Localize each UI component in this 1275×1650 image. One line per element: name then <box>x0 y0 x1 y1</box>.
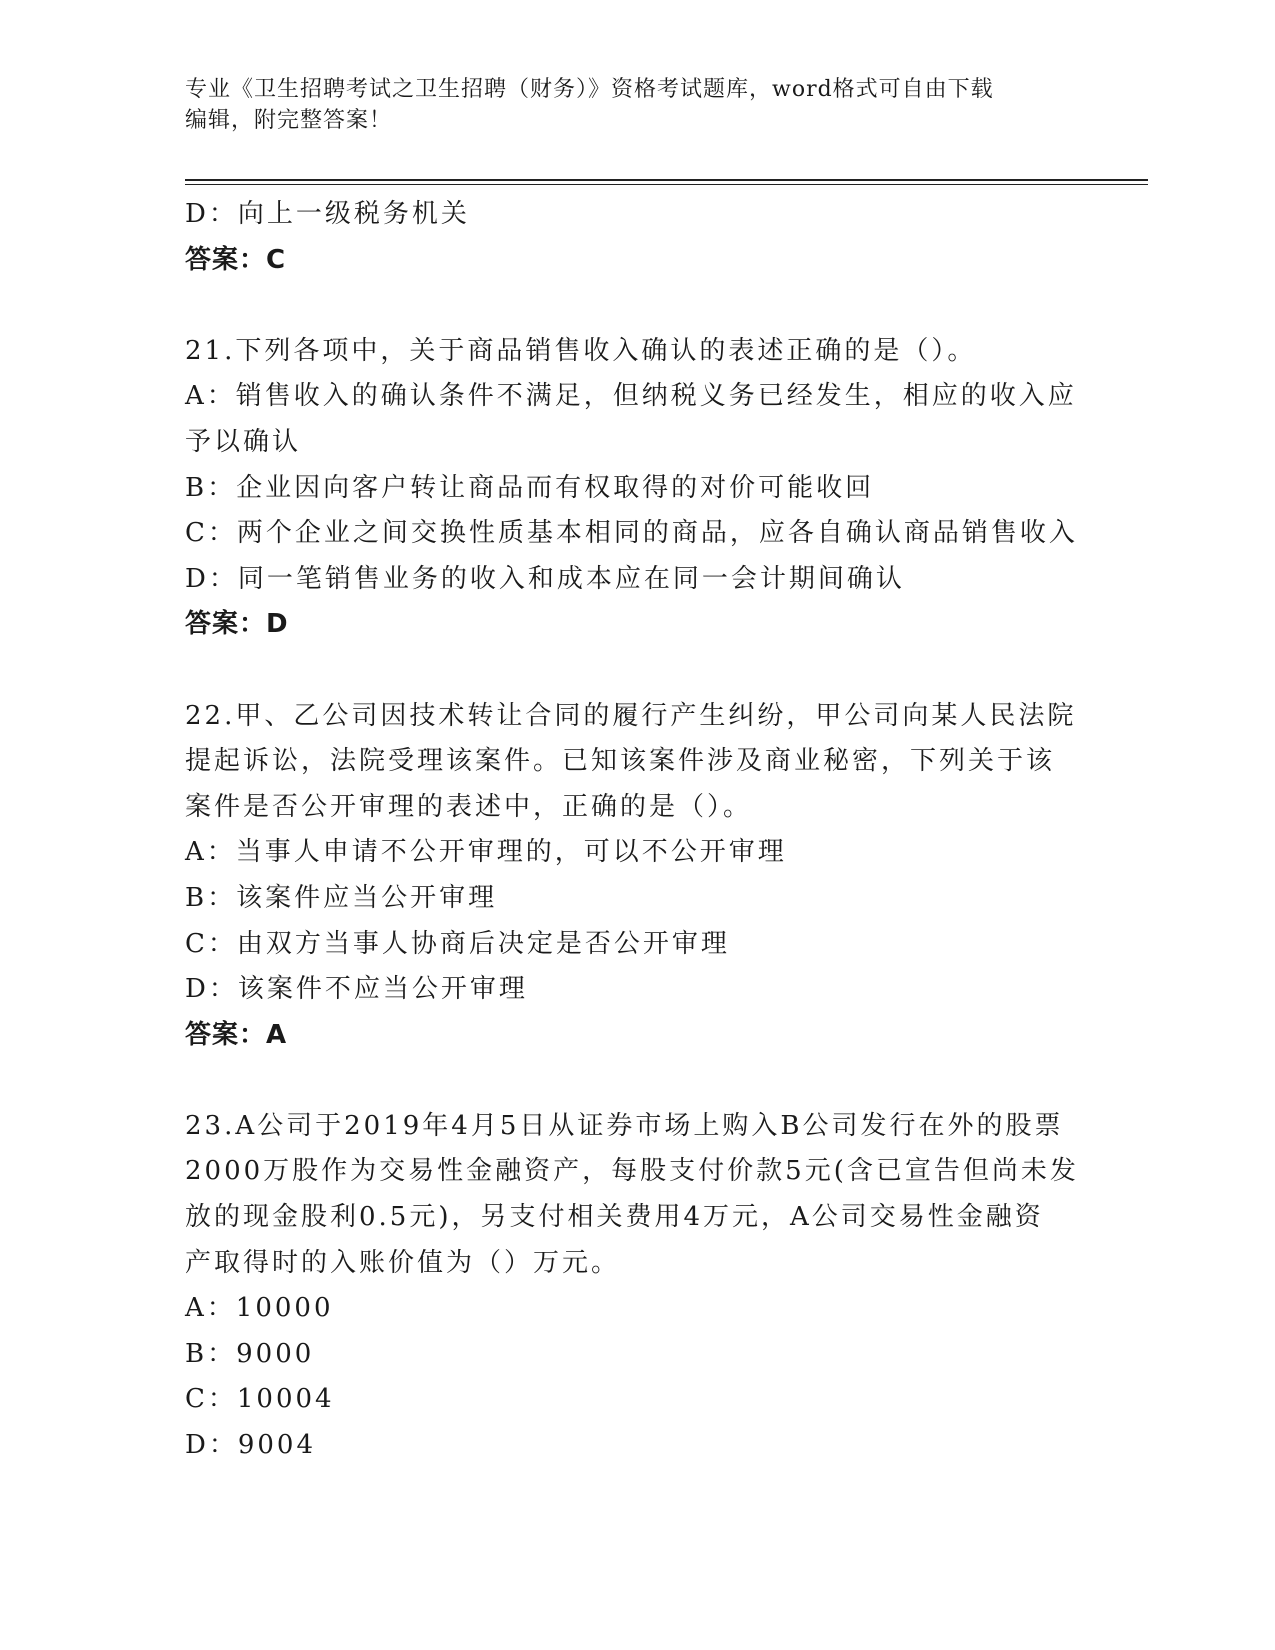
question-20-tail <box>185 192 1075 283</box>
option-b: B：企业因向客户转让商品而有权取得的对价可能收回 <box>185 472 875 503</box>
option-d: D：向上一级税务机关 <box>185 199 470 229</box>
option-c: C：10004 <box>185 1384 335 1415</box>
option-a-line-2: 予以确认 <box>185 426 302 457</box>
question-23 <box>185 1104 1079 1469</box>
answer-line: 答案：D <box>185 609 289 640</box>
header-line-2: 编辑，附完整答案！ <box>185 108 393 133</box>
spacer <box>185 1058 1075 1104</box>
answer-line: 答案：C <box>185 244 287 275</box>
option-a: A：当事人申请不公开审理的，可以不公开审理 <box>185 837 787 868</box>
question-stem-line-3: 案件是否公开审理的表述中，正确的是（）。 <box>185 791 753 822</box>
question-stem-line-2: 提起诉讼，法院受理该案件。已知该案件涉及商业秘密，下列关于该 <box>185 746 1056 777</box>
spacer <box>185 648 1075 694</box>
question-22 <box>185 694 1075 1059</box>
option-b: B：该案件应当公开审理 <box>185 882 498 913</box>
question-stem-line-3: 放的现金股利0.5元)，另支付相关费用4万元，A公司交易性金融资 <box>185 1202 1044 1233</box>
question-stem: 21.下列各项中，关于商品销售收入确认的表述正确的是（）。 <box>185 335 977 366</box>
option-c: C：由双方当事人协商后决定是否公开审理 <box>185 928 730 959</box>
option-b: B：9000 <box>185 1338 315 1369</box>
header-divider-thick <box>185 179 1148 181</box>
header-line-1: 专业《卫生招聘考试之卫生招聘（财务）》资格考试题库，word格式可自由下载 <box>185 77 994 102</box>
option-d: D：同一笔销售业务的收入和成本应在同一会计期间确认 <box>185 563 905 594</box>
document-body <box>185 192 1079 1469</box>
question-stem-line-2: 2000万股作为交易性金融资产，每股支付价款5元(含已宣告但尚未发 <box>185 1156 1079 1187</box>
spacer <box>185 283 1075 329</box>
option-a: A：10000 <box>185 1293 334 1324</box>
option-a-line-1: A：销售收入的确认条件不满足，但纳税义务已经发生，相应的收入应 <box>185 381 1077 412</box>
option-d: D：该案件不应当公开审理 <box>185 974 528 1005</box>
question-stem-line-4: 产取得时的入账价值为（）万元。 <box>185 1247 621 1278</box>
question-21 <box>185 329 1078 648</box>
option-c: C：两个企业之间交换性质基本相同的商品，应各自确认商品销售收入 <box>185 518 1078 549</box>
document-header <box>185 74 1065 136</box>
question-stem-line-1: 22.甲、乙公司因技术转让合同的履行产生纠纷，甲公司向某人民法院 <box>185 700 1077 731</box>
answer-line: 答案：A <box>185 1019 288 1050</box>
option-d: D：9004 <box>185 1430 317 1461</box>
header-divider-thin <box>185 184 1148 185</box>
question-stem-line-1: 23.A公司于2019年4月5日从证券市场上购入B公司发行在外的股票 <box>185 1110 1064 1141</box>
